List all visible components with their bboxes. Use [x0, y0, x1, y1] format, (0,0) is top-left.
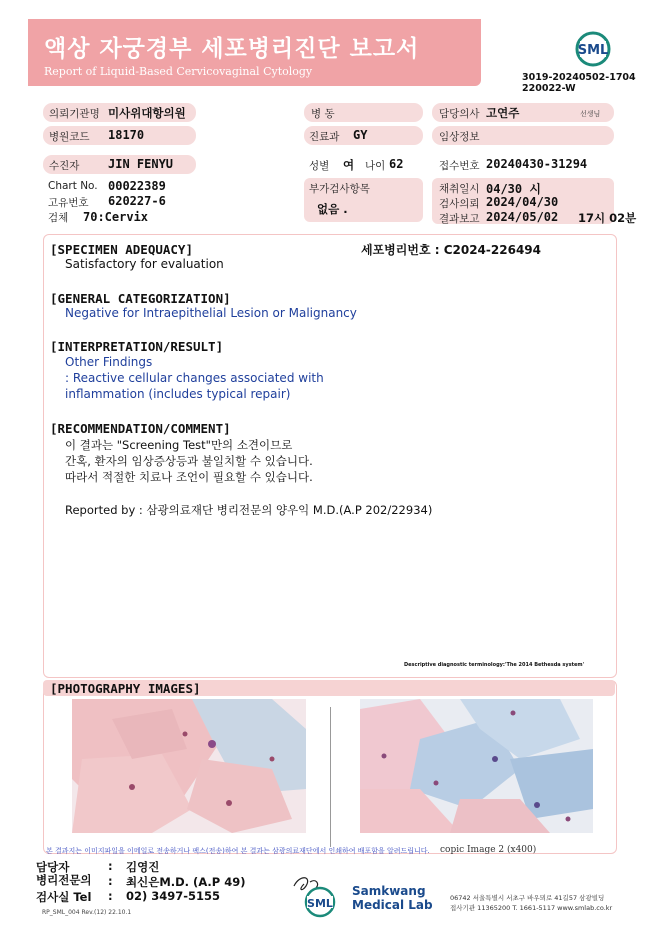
recommendation-line-2: 간혹, 환자의 임상증상등과 불일치할 수 있습니다. [65, 454, 313, 468]
institution-value: 미사위대항의원 [108, 106, 186, 120]
age-value: 62 [389, 157, 404, 171]
pathologist-value: 최신은M.D. (A.P 49) [126, 875, 246, 889]
report-time-value: 17시 02분 [578, 211, 637, 225]
form-code: RP_SML_004 Rev.(12) 22.10.1 [42, 909, 132, 916]
hospital-code-value: 18170 [108, 128, 145, 142]
receipt-label: 접수번호 [439, 160, 480, 172]
dept-value: GY [353, 128, 368, 142]
ward-label: 병 동 [311, 108, 335, 120]
sex-label: 성별 [309, 160, 330, 172]
signature-and-logo-icon [290, 872, 350, 920]
request-label: 검사의뢰 [439, 198, 480, 210]
doctor-label: 담당의사 [439, 108, 480, 120]
interpretation-line-1: Other Findings [65, 355, 153, 369]
doctor-value: 고연주 [486, 106, 520, 120]
specimen-adequacy-title: [SPECIMEN ADEQUACY] [50, 242, 193, 257]
clinical-label: 임상정보 [439, 131, 480, 143]
sml-logo-icon [572, 30, 614, 68]
image-2-caption: copic Image 2 (x400) [440, 845, 537, 855]
recommendation-title: [RECOMMENDATION/COMMENT] [50, 421, 231, 436]
svg-text:SML: SML [307, 897, 333, 910]
recommendation-line-3: 따라서 적절한 치료나 조언이 필요할 수 있습니다. [65, 470, 313, 484]
distribution-notice: 본 결과지는 이미지파일을 이메일로 전송하거나 팩스(전송)하여 본 결과는 삼광의료재단에서 인쇄하여 배포함을 알려드립니다. [46, 847, 430, 855]
image-divider [330, 707, 331, 847]
microscopic-image-1 [72, 699, 306, 833]
request-value: 2024/04/30 [486, 195, 559, 209]
microscopic-image-2 [360, 699, 593, 833]
manager-colon: : [108, 859, 113, 873]
manager-value: 김영진 [126, 860, 160, 874]
patient-label: 수진자 [49, 160, 80, 172]
report-title: 액상 자궁경부 세포병리진단 보고서 [44, 36, 420, 62]
dept-label: 진료과 [309, 131, 340, 143]
report-date-value: 2024/05/02 [486, 210, 559, 224]
lab-tel-value: 02) 3497-5155 [126, 889, 221, 903]
sex-value: 여 [343, 158, 355, 172]
chart-label: Chart No. [48, 180, 98, 192]
interpretation-line-3: inflammation (includes typical repair) [65, 387, 291, 401]
additional-value: 없음 . [317, 202, 348, 216]
recommendation-line-1: 이 결과는 "Screening Test"만의 소견이므로 [65, 438, 293, 452]
report-subtitle: Report of Liquid-Based Cervicovaginal Cytology [44, 65, 313, 78]
interpretation-title: [INTERPRETATION/RESULT] [50, 339, 224, 354]
specimen-value: 70:Cervix [83, 210, 149, 224]
additional-label: 부가검사항목 [309, 183, 370, 195]
doctor-suffix: 선생님 [580, 110, 601, 118]
general-categorization-title: [GENERAL CATEGORIZATION] [50, 291, 231, 306]
terminology-note: Descriptive diagnostic terminology:'The 2014 Bethesda system' [404, 662, 585, 668]
report-date-label: 결과보고 [439, 213, 480, 225]
lab-address: 06742 서울특별시 서초구 바우뫼로 41길57 삼광빌딩 접사기관 11365200 T. 1661-5117 www.smlab.co.kr [450, 894, 613, 912]
cytology-number: 세포병리번호 : C2024-226494 [361, 243, 541, 257]
hospital-code-label: 병원코드 [49, 131, 90, 143]
manager-label: 담당자 [36, 860, 70, 874]
patient-value: JIN FENYU [108, 157, 174, 171]
logo-text: SML [577, 43, 609, 58]
unique-value: 620227-6 [108, 194, 166, 208]
reported-by: Reported by : 삼광의료재단 병리전문의 양우익 M.D.(A.P 202/22934) [65, 503, 433, 517]
age-label: 나이 [365, 160, 386, 172]
chart-value: 00022389 [108, 179, 166, 193]
receipt-value: 20240430-31294 [486, 157, 588, 171]
specimen-label: 검체 [48, 212, 69, 224]
lab-tel-label: 검사실 Tel [36, 890, 92, 904]
lab-tel-colon: : [108, 889, 113, 903]
photography-title: [PHOTOGRAPHY IMAGES] [50, 681, 201, 696]
pathologist-label: 병리전문의 [36, 873, 92, 887]
interpretation-line-2: : Reactive cellular changes associated with [65, 371, 324, 385]
collect-label: 채취일시 [439, 183, 480, 195]
document-number: 3019-20240502-1704 220022-W [522, 72, 636, 94]
institution-label: 의뢰기관명 [49, 108, 100, 120]
collect-value: 04/30 시 [486, 182, 541, 196]
general-categorization-text: Negative for Intraepithelial Lesion or Malignancy [65, 306, 357, 320]
lab-name: Samkwang Medical Lab [352, 884, 433, 912]
pathologist-colon: : [108, 874, 113, 888]
specimen-adequacy-text: Satisfactory for evaluation [65, 257, 224, 271]
unique-label: 고유번호 [48, 197, 89, 209]
